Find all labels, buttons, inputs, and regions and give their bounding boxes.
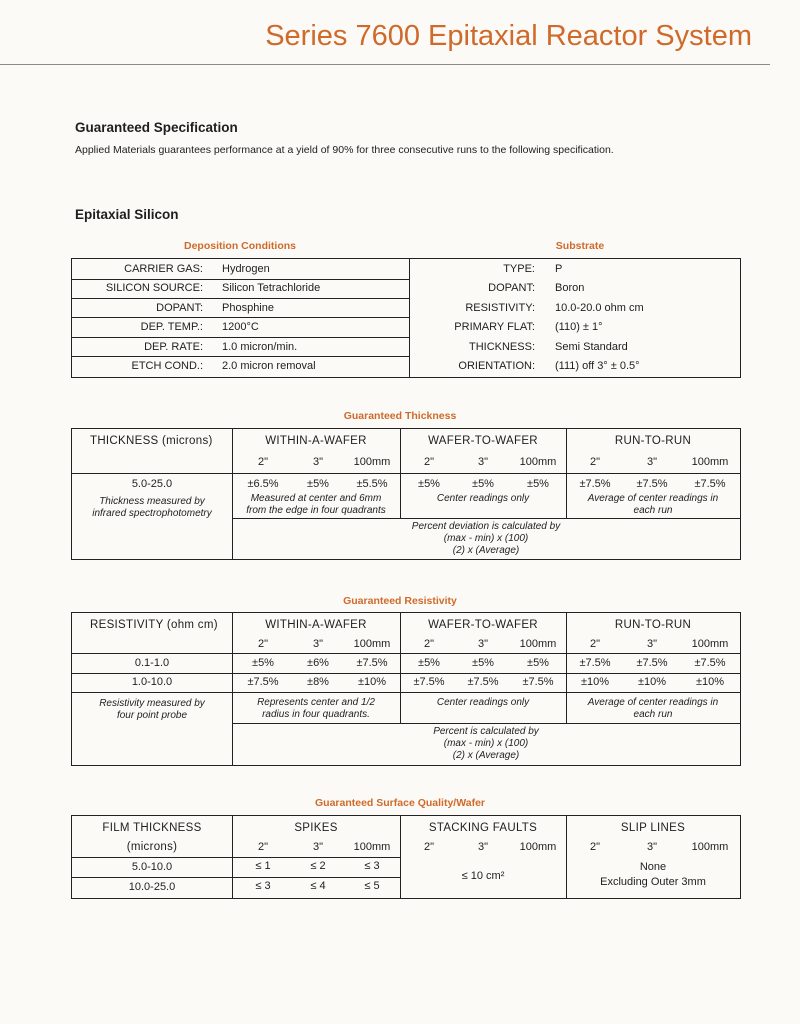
- deposition-value: 1200°C: [222, 321, 259, 333]
- thickness-within-note: from the edge in four quadrants: [246, 505, 386, 516]
- size-100mm: 100mm: [519, 638, 557, 650]
- spikes-3in: ≤ 2: [310, 860, 326, 872]
- guaranteed-spec-heading: Guaranteed Specification: [75, 120, 238, 135]
- substrate-caption: Substrate: [555, 240, 605, 252]
- resistivity-run-100mm: ±7.5%: [694, 657, 726, 669]
- substrate-value: Semi Standard: [555, 341, 628, 353]
- thickness-within-3in: ±5%: [307, 478, 329, 490]
- wafer-header: WAFER-TO-WAFER: [428, 619, 538, 631]
- thickness-run-3in: ±7.5%: [636, 478, 668, 490]
- deposition-value: Phosphine: [222, 302, 274, 314]
- size-3in: 3": [477, 456, 489, 468]
- resistivity-wafer-note: Center readings only: [436, 697, 530, 708]
- resistivity-run-note: Average of center readings in: [587, 697, 719, 708]
- size-3in: 3": [312, 456, 324, 468]
- thickness-run-2in: ±7.5%: [579, 478, 611, 490]
- size-100mm: 100mm: [353, 841, 391, 853]
- size-2in: 2": [257, 638, 269, 650]
- deposition-label: SILICON SOURCE:: [105, 282, 203, 294]
- deposition-label: ETCH COND.:: [131, 360, 203, 372]
- size-2in: 2": [257, 841, 269, 853]
- thickness-run-note: Average of center readings in: [587, 493, 719, 504]
- spikes-header: SPIKES: [294, 822, 338, 834]
- thickness-formula: (max - min) x (100): [443, 533, 529, 544]
- deposition-caption: Deposition Conditions: [184, 240, 296, 252]
- resistivity-within-3in: ±6%: [307, 657, 329, 669]
- resistivity-formula: (2) x (Average): [452, 750, 520, 761]
- wafer-header: WAFER-TO-WAFER: [428, 435, 538, 447]
- thickness-wafer-100mm: ±5%: [527, 478, 549, 490]
- surface-caption: Guaranteed Surface Quality/Wafer: [315, 797, 485, 809]
- resistivity-table: [71, 612, 741, 766]
- slip-value: None: [639, 861, 667, 873]
- title-rule: [0, 64, 770, 65]
- resistivity-run-note: each run: [633, 709, 673, 720]
- resistivity-wafer-2in: ±7.5%: [413, 676, 445, 688]
- thickness-range: 5.0-25.0: [131, 478, 173, 490]
- resistivity-wafer-2in: ±5%: [418, 657, 440, 669]
- size-3in: 3": [477, 638, 489, 650]
- spikes-3in: ≤ 4: [310, 880, 326, 892]
- size-2in: 2": [423, 638, 435, 650]
- slip-value-note: Excluding Outer 3mm: [600, 876, 706, 888]
- deposition-value: 1.0 micron/min.: [222, 341, 298, 353]
- thickness-run-note: each run: [633, 505, 673, 516]
- thickness-method-note: Thickness measured by: [99, 496, 205, 507]
- resistivity-caption: Guaranteed Resistivity: [343, 595, 457, 607]
- resistivity-wafer-3in: ±5%: [472, 657, 494, 669]
- substrate-value: P: [555, 263, 563, 275]
- surface-col-unit: (microns): [126, 841, 178, 853]
- surface-table: [71, 815, 741, 899]
- thickness-within-2in: ±6.5%: [247, 478, 279, 490]
- size-3in: 3": [312, 638, 324, 650]
- thickness-within-100mm: ±5.5%: [356, 478, 388, 490]
- thickness-method-note: infrared spectrophotometry: [92, 508, 212, 519]
- resistivity-wafer-3in: ±7.5%: [467, 676, 499, 688]
- thickness-formula: (2) x (Average): [452, 545, 520, 556]
- resistivity-within-2in: ±7.5%: [247, 676, 279, 688]
- substrate-value: Boron: [555, 282, 585, 294]
- size-100mm: 100mm: [353, 638, 391, 650]
- resistivity-within-100mm: ±7.5%: [356, 657, 388, 669]
- substrate-label: DOPANT:: [488, 282, 535, 294]
- surface-col-label: FILM THICKNESS: [102, 822, 202, 834]
- resistivity-formula: (max - min) x (100): [443, 738, 529, 749]
- thickness-table: [71, 428, 741, 560]
- resistivity-run-3in: ±10%: [637, 676, 667, 688]
- size-2in: 2": [589, 841, 601, 853]
- resistivity-range: 0.1-1.0: [134, 657, 170, 669]
- within-header: WITHIN-A-WAFER: [265, 619, 367, 631]
- substrate-value: 10.0-20.0 ohm cm: [555, 302, 644, 314]
- size-2in: 2": [257, 456, 269, 468]
- deposition-label: DOPANT:: [156, 302, 203, 314]
- epitaxial-silicon-heading: Epitaxial Silicon: [75, 207, 179, 222]
- resistivity-run-100mm: ±10%: [695, 676, 725, 688]
- thickness-wafer-3in: ±5%: [472, 478, 494, 490]
- size-3in: 3": [646, 638, 658, 650]
- deposition-value: 2.0 micron removal: [222, 360, 316, 372]
- size-3in: 3": [646, 841, 658, 853]
- resistivity-within-3in: ±8%: [307, 676, 329, 688]
- resistivity-run-2in: ±10%: [580, 676, 610, 688]
- deposition-label: DEP. RATE:: [144, 341, 203, 353]
- resistivity-col-label: RESISTIVITY (ohm cm): [90, 619, 218, 631]
- deposition-label: DEP. TEMP.:: [140, 321, 203, 333]
- resistivity-run-3in: ±7.5%: [636, 657, 668, 669]
- thickness-wafer-note: Center readings only: [436, 493, 530, 504]
- spikes-100mm: ≤ 3: [364, 860, 380, 872]
- size-3in: 3": [477, 841, 489, 853]
- thickness-wafer-2in: ±5%: [418, 478, 440, 490]
- size-100mm: 100mm: [519, 456, 557, 468]
- substrate-label: PRIMARY FLAT:: [454, 321, 535, 333]
- surface-range: 10.0-25.0: [128, 881, 176, 893]
- run-header: RUN-TO-RUN: [614, 619, 692, 631]
- size-100mm: 100mm: [691, 638, 729, 650]
- surface-range: 5.0-10.0: [131, 861, 173, 873]
- deposition-value: Silicon Tetrachloride: [222, 282, 321, 294]
- resistivity-within-note: Represents center and 1/2: [257, 697, 375, 708]
- substrate-label: RESISTIVITY:: [465, 302, 535, 314]
- resistivity-formula: Percent is calculated by: [433, 726, 539, 737]
- size-2in: 2": [423, 456, 435, 468]
- resistivity-within-2in: ±5%: [252, 657, 274, 669]
- size-3in: 3": [646, 456, 658, 468]
- size-100mm: 100mm: [353, 456, 391, 468]
- guaranteed-spec-text: Applied Materials guarantees performance at a yield of 90% for three consecutive runs to the following specification.: [75, 144, 614, 156]
- thickness-within-note: Measured at center and 6mm: [250, 493, 382, 504]
- thickness-formula: Percent deviation is calculated by: [411, 521, 561, 532]
- within-header: WITHIN-A-WAFER: [265, 435, 367, 447]
- run-header: RUN-TO-RUN: [614, 435, 692, 447]
- size-100mm: 100mm: [519, 841, 557, 853]
- slip-header: SLIP LINES: [620, 822, 686, 834]
- size-2in: 2": [589, 456, 601, 468]
- substrate-label: THICKNESS:: [468, 341, 535, 353]
- resistivity-wafer-100mm: ±5%: [527, 657, 549, 669]
- spikes-2in: ≤ 3: [255, 880, 271, 892]
- stacking-header: STACKING FAULTS: [428, 822, 538, 834]
- resistivity-method-note: four point probe: [116, 710, 188, 721]
- deposition-substrate-table: [71, 258, 741, 378]
- stacking-value: ≤ 10 cm²: [461, 870, 505, 882]
- deposition-label: CARRIER GAS:: [124, 263, 203, 275]
- spikes-2in: ≤ 1: [255, 860, 271, 872]
- deposition-value: Hydrogen: [222, 263, 270, 275]
- thickness-col-label: THICKNESS (microns): [90, 435, 213, 447]
- resistivity-within-note: radius in four quadrants.: [262, 709, 370, 720]
- resistivity-run-2in: ±7.5%: [579, 657, 611, 669]
- thickness-run-100mm: ±7.5%: [694, 478, 726, 490]
- substrate-label: TYPE:: [503, 263, 535, 275]
- substrate-value: (111) off 3° ± 0.5°: [555, 360, 640, 372]
- substrate-label: ORIENTATION:: [458, 360, 535, 372]
- size-2in: 2": [589, 638, 601, 650]
- size-2in: 2": [423, 841, 435, 853]
- size-100mm: 100mm: [691, 841, 729, 853]
- page-title: Series 7600 Epitaxial Reactor System: [265, 20, 752, 52]
- spikes-100mm: ≤ 5: [364, 880, 380, 892]
- resistivity-range: 1.0-10.0: [131, 676, 173, 688]
- size-100mm: 100mm: [691, 456, 729, 468]
- resistivity-within-100mm: ±10%: [357, 676, 387, 688]
- thickness-caption: Guaranteed Thickness: [343, 410, 457, 422]
- resistivity-wafer-100mm: ±7.5%: [522, 676, 554, 688]
- substrate-value: (110) ± 1°: [555, 321, 603, 333]
- size-3in: 3": [312, 841, 324, 853]
- resistivity-method-note: Resistivity measured by: [99, 698, 205, 709]
